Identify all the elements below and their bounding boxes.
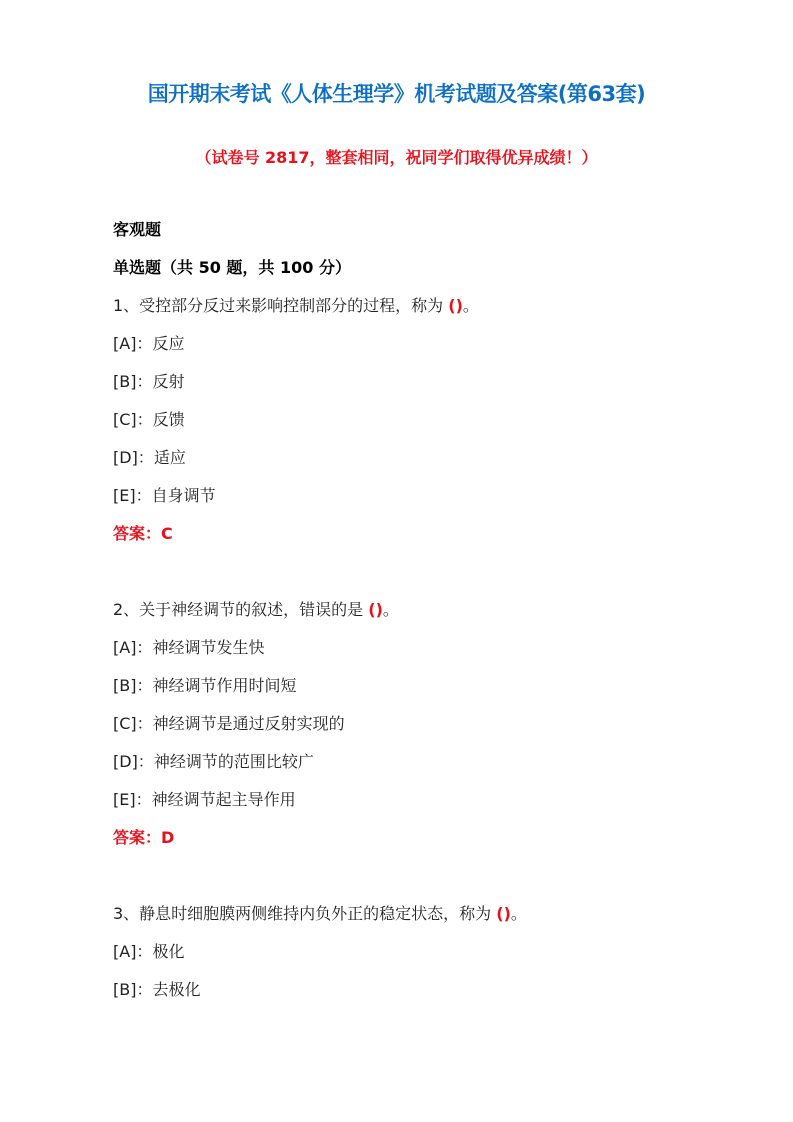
subsection-heading: 单选题（共 50 题，共 100 分） [113,258,351,277]
option-a [113,940,713,978]
option-text: 极化 [152,942,185,961]
document-subtitle: （试卷号 2817，整套相同，祝同学们取得优异成绩！） [195,148,598,167]
document-body [113,218,713,1016]
section-heading: 客观题 [113,220,162,239]
stem-text: 1、受控部分反过来影响控制部分的过程，称为 [113,296,444,315]
answer: 答案：C [113,524,173,543]
option-text: 自身调节 [151,486,216,505]
question-stem [113,294,713,332]
answer-blank: () [448,296,463,315]
question-1 [113,294,713,560]
stem-text: 3、静息时细胞膜两侧维持内负外正的稳定状态，称为 [113,904,492,923]
option-label: [C]： [113,410,153,429]
question-stem [113,598,713,636]
option-text: 神经调节作用时间短 [152,676,297,695]
option-d [113,446,713,484]
option-c [113,712,713,750]
option-e [113,788,713,826]
answer-blank: () [368,600,383,619]
option-label: [A]： [113,334,153,353]
spacer [113,560,713,598]
option-label: [D]： [113,448,154,467]
option-label: [D]： [113,752,154,771]
stem-text: 2、关于神经调节的叙述，错误的是 [113,600,364,619]
option-text: 反应 [152,334,185,353]
option-b [113,370,713,408]
document-title: 国开期末考试《人体生理学》机考试题及答案(第63套) [147,82,646,106]
spacer [113,864,713,902]
option-d [113,750,713,788]
option-label: [E]： [113,486,152,505]
option-label: [A]： [113,942,153,961]
option-label: [C]： [113,714,153,733]
option-a [113,332,713,370]
option-c [113,408,713,446]
option-text: 反馈 [152,410,185,429]
option-e [113,484,713,522]
question-2 [113,598,713,864]
option-text: 适应 [153,448,186,467]
answer: 答案：D [113,828,175,847]
option-a [113,636,713,674]
option-text: 神经调节发生快 [152,638,265,657]
option-label: [B]： [113,372,153,391]
question-stem [113,902,713,940]
option-label: [A]： [113,638,153,657]
option-text: 反射 [152,372,185,391]
option-text: 神经调节的范围比较广 [153,752,314,771]
stem-end: 。 [382,600,399,619]
option-label: [B]： [113,980,153,999]
option-text: 神经调节是通过反射实现的 [152,714,345,733]
stem-end: 。 [462,296,479,315]
option-b [113,978,713,1016]
answer-blank: () [496,904,511,923]
stem-end: 。 [510,904,527,923]
option-label: [B]： [113,676,153,695]
option-text: 神经调节起主导作用 [151,790,296,809]
option-text: 去极化 [152,980,201,999]
option-b [113,674,713,712]
question-3 [113,902,713,1016]
option-label: [E]： [113,790,152,809]
